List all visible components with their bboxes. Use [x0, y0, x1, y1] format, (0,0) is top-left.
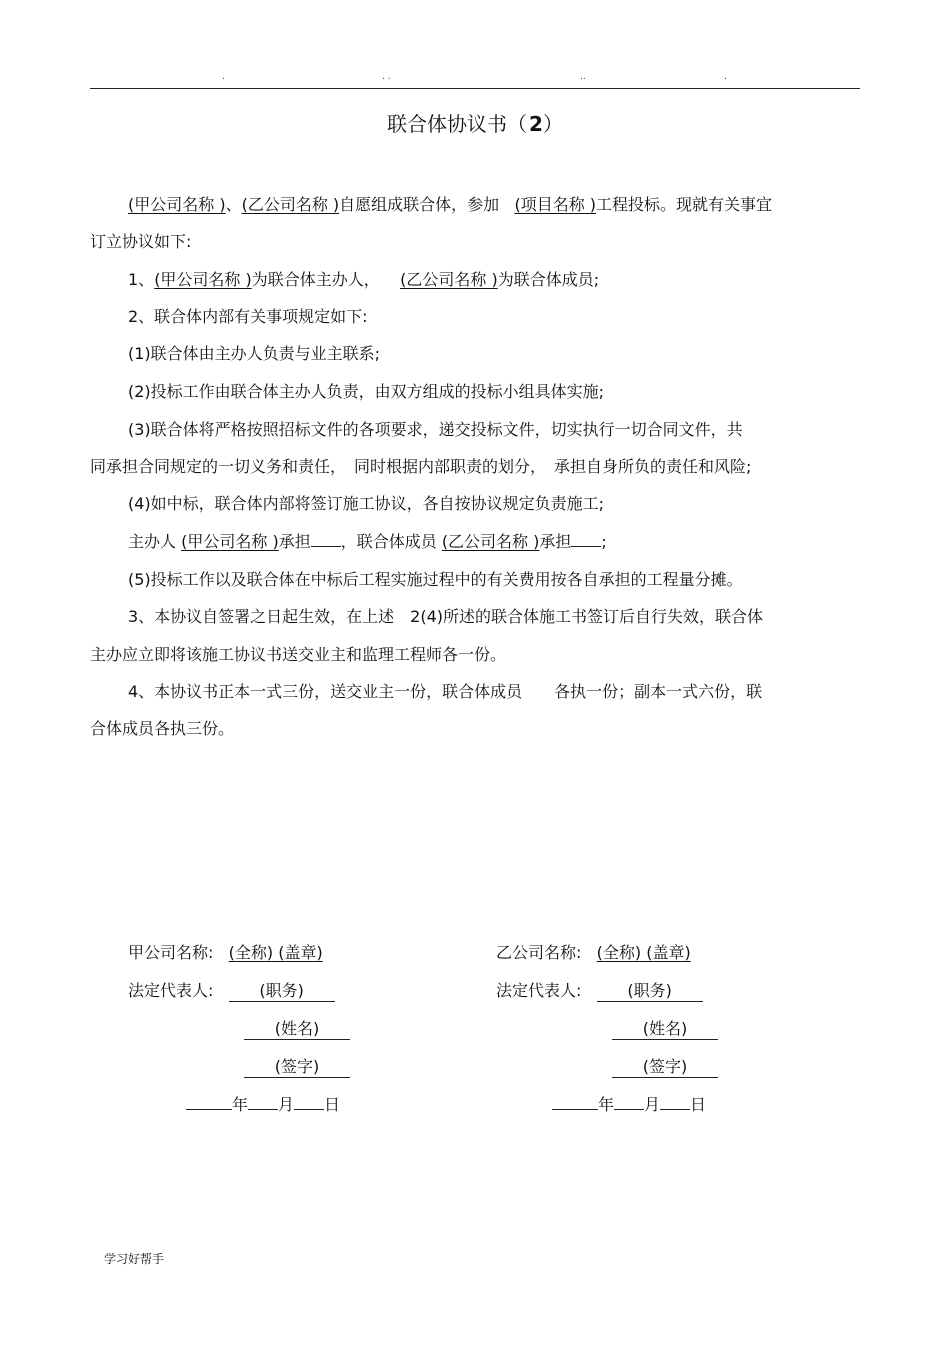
clause-2: 2、联合体内部有关事项规定如下:: [128, 307, 368, 326]
party-a-placeholder: (甲公司名称 ): [154, 270, 252, 289]
party-a-signature-row: [244, 1055, 350, 1079]
page-header-dots: [90, 72, 860, 86]
party-b-name-field: (姓名): [612, 1019, 718, 1040]
header-divider: [90, 88, 860, 89]
month-blank: [248, 1093, 278, 1110]
lead-label: 主办人: [128, 532, 177, 551]
terminator: ;: [601, 532, 607, 551]
header-dot: .: [724, 72, 727, 82]
project-placeholder: (项目名称 ): [514, 195, 597, 214]
sub-clause-5: (5)投标工作以及联合体在中标后工程实施过程中的有关费用按各自承担的工程量分摊。: [128, 570, 743, 589]
year-label: 年: [598, 1095, 615, 1114]
party-b-position-field: (职务): [597, 981, 703, 1002]
clause-1-text-2: 为联合体成员;: [497, 270, 600, 289]
sub-clause-4-assignment: [128, 530, 888, 554]
clause-1-number: 1、: [128, 270, 155, 289]
page-title: [0, 108, 950, 137]
header-dot: . .: [382, 72, 391, 82]
party-b-rep-row: [496, 979, 703, 1003]
title-close: ）: [542, 112, 563, 136]
intro-text-2: 工程投标。现就有关事宜: [596, 195, 773, 214]
party-b-placeholder: (乙公司名称 ): [241, 195, 340, 214]
party-a-company-row: [128, 941, 323, 965]
undertake-label: 承担: [539, 532, 572, 551]
party-b-signature-row: [612, 1055, 718, 1079]
party-b-name-row: [612, 1017, 718, 1041]
party-a-rep-label: 法定代表人:: [128, 981, 214, 1000]
clause-1: [128, 268, 888, 292]
party-b-signature-field: (签字): [612, 1057, 718, 1078]
title-number: 2: [529, 112, 543, 136]
sub-clause-3: (3)联合体将严格按照招标文件的各项要求，递交投标文件，切实执行一切合同文件，共: [128, 420, 743, 439]
party-a-name-row: [244, 1017, 350, 1041]
blank-line: [571, 530, 601, 547]
year-label: 年: [232, 1095, 249, 1114]
sub-clause-2: (2)投标工作由联合体主办人负责，由双方组成的投标小组具体实施;: [128, 382, 605, 401]
intro-separator: 、: [225, 195, 242, 214]
party-b-company-row: [496, 941, 691, 965]
party-b-rep-label: 法定代表人:: [496, 981, 582, 1000]
party-a-rep-row: [128, 979, 335, 1003]
day-blank: [294, 1093, 324, 1110]
party-b-company-label: 乙公司名称:: [496, 943, 582, 962]
party-b-date-row: [552, 1093, 706, 1117]
clause-3: 3、本协议自签署之日起生效，在上述 2(4)所述的联合体施工书签订后自行失效，联合体: [128, 607, 764, 626]
party-a-name-field: (姓名): [244, 1019, 350, 1040]
sub-clause-4: (4)如中标，联合体内部将签订施工协议，各自按协议规定负责施工;: [128, 494, 605, 513]
page-footer: 学习好帮手: [104, 1252, 165, 1266]
month-blank: [614, 1093, 644, 1110]
party-a-company-value: (全称) (盖章): [228, 943, 323, 962]
member-label: ，联合体成员: [340, 532, 437, 551]
clause-4: 4、本协议书正本一式三份，送交业主一份，联合体成员 各执一份；副本一式六份，联: [128, 682, 763, 701]
year-blank: [186, 1093, 232, 1110]
intro-line: [128, 193, 888, 217]
day-label: 日: [690, 1095, 707, 1114]
party-a-signature-field: (签字): [244, 1057, 350, 1078]
day-blank: [660, 1093, 690, 1110]
clause-1-text-1: 为联合体主办人，: [251, 270, 380, 289]
year-blank: [552, 1093, 598, 1110]
party-a-placeholder: (甲公司名称 ): [128, 195, 226, 214]
month-label: 月: [644, 1095, 661, 1114]
undertake-label: 承担: [278, 532, 311, 551]
clause-3-continuation: 主办应立即将该施工协议书送交业主和监理工程师各一份。: [90, 645, 507, 664]
day-label: 日: [324, 1095, 341, 1114]
party-a-date-row: [186, 1093, 340, 1117]
sub-clause-3-continuation: 同承担合同规定的一切义务和责任， 同时根据内部职责的划分， 承担自身所负的责任和风险;: [90, 457, 752, 476]
clause-4-continuation: 合体成员各执三份。: [90, 719, 235, 738]
header-dot: ..: [580, 72, 586, 82]
sub-clause-1: (1)联合体由主办人负责与业主联系;: [128, 344, 381, 363]
party-a-company-label: 甲公司名称:: [128, 943, 214, 962]
title-text: 联合体协议书（: [387, 112, 528, 136]
blank-line: [311, 530, 341, 547]
party-b-placeholder: (乙公司名称 ): [441, 532, 540, 551]
party-b-company-value: (全称) (盖章): [596, 943, 691, 962]
month-label: 月: [278, 1095, 295, 1114]
header-dot: .: [222, 72, 225, 82]
intro-continuation: 订立协议如下:: [90, 232, 192, 251]
party-a-placeholder: (甲公司名称 ): [181, 532, 279, 551]
party-a-position-field: (职务): [229, 981, 335, 1002]
party-b-placeholder: (乙公司名称 ): [400, 270, 498, 289]
intro-text-1: 自愿组成联合体，参加: [339, 195, 500, 214]
